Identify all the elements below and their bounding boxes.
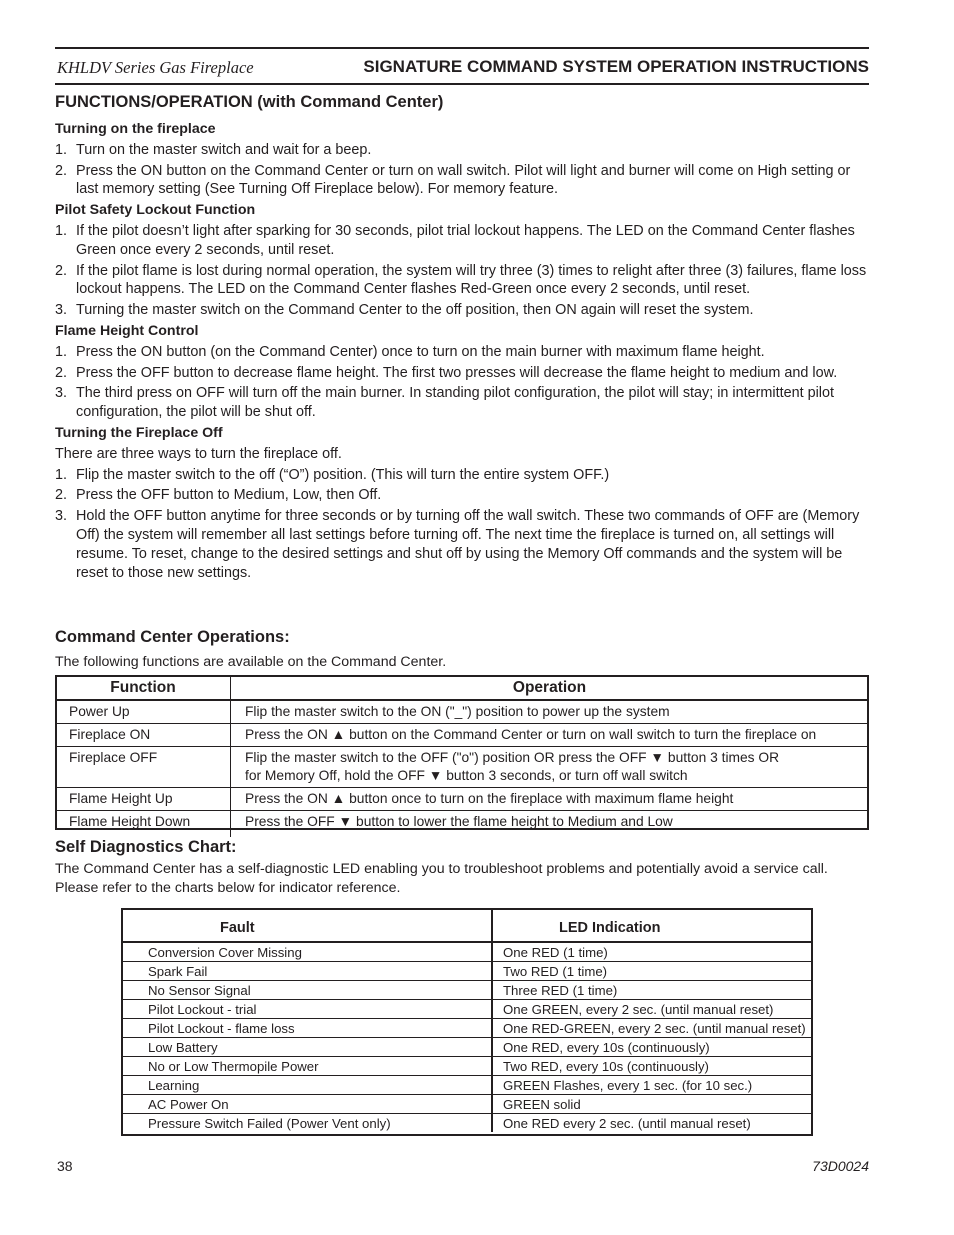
operation-cell: Press the ON ▲ button on the Command Center or turn on wall switch to turn the fireplace on (231, 724, 869, 747)
list-item: 2. Press the ON button on the Command Center or turn on wall switch. Pilot will light and burner will come on High setting or last memory setting (See Turning Off Fireplace below). For memory feature. (55, 162, 851, 198)
list-item: 1. Press the ON button (on the Command Center) once to turn on the main burner with maximum flame height. (55, 343, 765, 360)
turning-on-heading: Turning on the fireplace (55, 121, 216, 137)
operation-instructions (55, 118, 869, 582)
fault-cell: Learning (123, 1076, 492, 1095)
table-row (123, 1095, 811, 1114)
fault-cell: Pressure Switch Failed (Power Vent only) (123, 1114, 492, 1133)
table-row (56, 747, 868, 788)
operation-cell: Flip the master switch to the ON ("_") position to power up the system (231, 700, 869, 724)
turning-off-heading: Turning the Fireplace Off (55, 424, 223, 441)
fault-cell: No or Low Thermopile Power (123, 1057, 492, 1076)
table-header-row (123, 910, 811, 942)
operation-cell: Press the OFF ▼ button to lower the flame height to Medium and Low (245, 814, 673, 829)
fault-cell: Pilot Lockout - flame loss (123, 1019, 492, 1038)
column-header-fault: Fault (123, 910, 492, 942)
turning-on-list (55, 141, 869, 199)
list-item: 1. If the pilot doesn’t light after sparking for 30 seconds, pilot trial lockout happens. The LED on the Command Center flashes Green once every 2 seconds, until reset. (55, 222, 855, 258)
led-cell: GREEN solid (492, 1095, 811, 1114)
diagnostics-intro: The Command Center has a self-diagnostic LED enabling you to troubleshoot problems and potentially avoid a service call. Please refer to the charts below for indicator reference. (55, 861, 828, 896)
led-cell: One RED, every 10s (continuously) (492, 1038, 811, 1057)
fault-cell: AC Power On (123, 1095, 492, 1114)
table-row (123, 1000, 811, 1019)
header-section-title: SIGNATURE COMMAND SYSTEM OPERATION INSTRUCTIONS (363, 57, 869, 76)
list-item: 2. If the pilot flame is lost during normal operation, the system will try three (3) times to relight after three (3) failures, flame loss lockout happens. The LED on the Command Center flashes Red-Green once every 2 seconds, until reset. (55, 262, 867, 298)
function-cell: Power Up (56, 700, 231, 724)
list-item: 3. Hold the OFF button anytime for three seconds or by turning off the wall switch. These two commands of OFF are (Memory Off) the system will remember all last settings before turning off. The next time the fireplace is turned on, all settings will resume. To reset, change to the desired settings and shut off by using the Memory Off commands and the system will be reset to those new settings. (55, 508, 860, 581)
command-center-heading: Command Center Operations: (55, 628, 290, 646)
column-header-led: LED Indication (492, 910, 811, 942)
fault-cell: No Sensor Signal (123, 981, 492, 1000)
led-cell: One RED (1 time) (492, 942, 811, 962)
column-header-operation: Operation (231, 676, 869, 700)
diagnostics-heading: Self Diagnostics Chart: (55, 838, 237, 856)
page-header (55, 47, 869, 85)
list-item: 3. The third press on OFF will turn off the main burner. In standing pilot configuration, the pilot will stay; in intermittent pilot configuration, the pilot will be shut off. (55, 385, 835, 421)
function-cell: Flame Height Down (56, 811, 231, 838)
lockout-heading: Pilot Safety Lockout Function (55, 202, 256, 219)
operation-cell: Flip the master switch to the OFF ("o") position OR press the OFF ▼ button 3 times OR for Memory Off, hold the OFF ▼ button 3 seconds, or turn off wall switch (231, 747, 869, 788)
turning-off-list (55, 466, 869, 583)
list-item: 2. Press the OFF button to Medium, Low, then Off. (55, 487, 382, 504)
page-title: FUNCTIONS/OPERATION (with Command Center) (55, 93, 444, 111)
table-row (123, 981, 811, 1000)
led-cell: One GREEN, every 2 sec. (until manual reset) (492, 1000, 811, 1019)
list-item: 2. Press the OFF button to decrease flame height. The first two presses will decrease the flame height to medium and low. (55, 364, 838, 381)
table-row (123, 942, 811, 962)
page-number: 38 (57, 1158, 73, 1174)
function-cell: Fireplace ON (56, 724, 231, 747)
list-item: 3. Turning the master switch on the Command Center to the off position, then ON again will reset the system. (55, 302, 754, 319)
led-cell: One RED-GREEN, every 2 sec. (until manual reset) (492, 1019, 811, 1038)
table-row (123, 1114, 811, 1133)
operations-table (56, 676, 868, 837)
column-header-function: Function (56, 676, 231, 700)
table-row (123, 1076, 811, 1095)
table-row (123, 1038, 811, 1057)
table-row (123, 1019, 811, 1038)
led-cell: One RED every 2 sec. (until manual reset) (503, 1115, 751, 1131)
lockout-list (55, 222, 869, 320)
led-cell: GREEN Flashes, every 1 sec. (for 10 sec.) (492, 1076, 811, 1095)
list-item: 1. Turn on the master switch and wait for a beep. (55, 141, 372, 158)
flame-height-list (55, 343, 869, 422)
table-row (56, 788, 868, 811)
table-row (123, 962, 811, 981)
table-header-row (56, 676, 868, 700)
fault-cell: Spark Fail (123, 962, 492, 981)
led-cell: Three RED (1 time) (492, 981, 811, 1000)
operation-cell: Press the ON ▲ button once to turn on the fireplace with maximum flame height (231, 788, 869, 811)
command-center-intro: The following functions are available on the Command Center. (55, 654, 447, 670)
table-row (56, 811, 868, 838)
fault-cell: Pilot Lockout - trial (123, 1000, 492, 1019)
function-cell: Fireplace OFF (56, 747, 231, 788)
table-row (56, 700, 868, 724)
function-cell: Flame Height Up (56, 788, 231, 811)
list-item: 1. Flip the master switch to the off (“O”) position. (This will turn the entire system OFF.) (55, 466, 610, 483)
header-product-name: KHLDV Series Gas Fireplace (57, 58, 254, 77)
document-number: 73D0024 (812, 1158, 869, 1174)
fault-cell: Low Battery (123, 1038, 492, 1057)
led-cell: Two RED (1 time) (492, 962, 811, 981)
turning-off-intro: There are three ways to turn the fireplace off. (55, 445, 342, 462)
table-row (56, 724, 868, 747)
table-row (123, 1057, 811, 1076)
led-cell: Two RED, every 10s (continuously) (492, 1057, 811, 1076)
flame-height-heading: Flame Height Control (55, 322, 199, 339)
fault-cell: Conversion Cover Missing (123, 942, 492, 962)
diagnostics-table (123, 910, 811, 1132)
